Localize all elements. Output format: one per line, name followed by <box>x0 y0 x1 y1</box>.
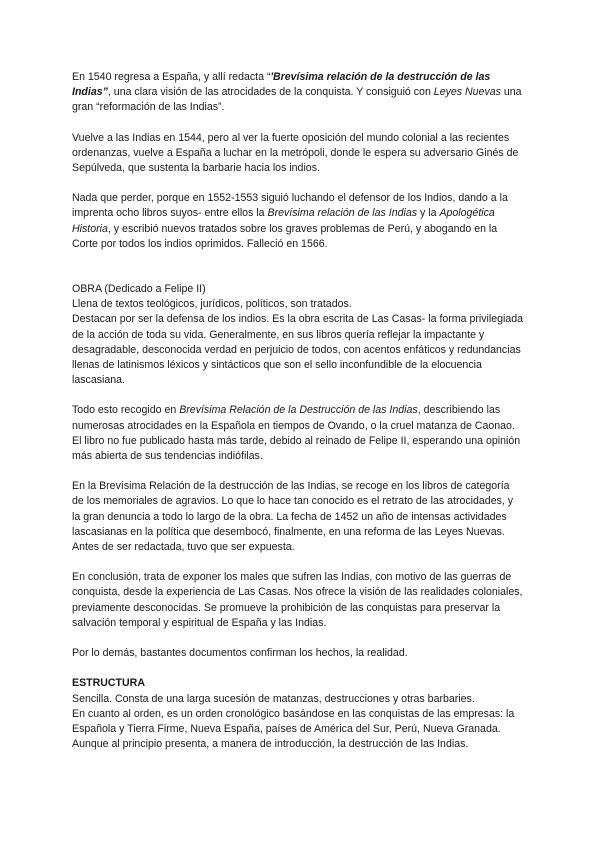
p3-text-e: , y escribió nuevos tratados sobre los graves problemas de Perú, y abogando en la Corte por todos los indios oprimidos. Falleció en 1566. <box>72 222 498 250</box>
p1-leyes-nuevas: Leyes Nuevas <box>433 86 501 99</box>
p5-title-brevisima: Brevísima Relación de la Destrucción de las Indias <box>179 404 418 417</box>
p1-text-e: una gran “reformación de las Indias”. <box>72 86 522 114</box>
paragraph-5 <box>72 403 524 433</box>
paragraph-6: En la Brevísima Relación de la destrucción de las Indias, se recoge en los libros de categoría de los memoriales de agravios. Lo que lo hace tan conocido es el retrato de las atrocidades, y la gran denuncia a todo lo largo de la obra. La fecha de 1452 un año de intensas actividades lascasianas en la política que desembocó, finalmente, en una reforma de las Leyes Nuevas. Antes de ser redactada, tuvo que ser expuesta. <box>72 480 514 554</box>
p1-title-emphasis: 'Brevísima relación de la destrucción de las Indias” <box>72 71 491 99</box>
p1-text-c: , una clara visión de las atrocidades de la conquista. Y consiguió con <box>107 86 434 99</box>
paragraph-5b: El libro no fue publicado hasta más tarde, debido al reinado de Felipe II, esperando una opinión más abierta de sus tendencias indiófilas. <box>72 434 521 463</box>
estructura-line-1: Sencilla. Consta de una larga sucesión de matanzas, destrucciones y otras barbaries. <box>72 692 475 705</box>
paragraph-3 <box>72 191 524 252</box>
p5-text-a: Todo esto recogido en <box>72 404 180 417</box>
document-page <box>72 70 524 752</box>
paragraph-8: Por lo demás, bastantes documentos confirman los hechos, la realidad. <box>72 647 408 660</box>
p3-text-c: y la <box>417 207 440 220</box>
p1-text-a: En 1540 regresa a España, y allí redacta “ <box>72 71 271 83</box>
estructura-line-3: Aunque al principio presenta, a manera de introducción, la destrucción de las Indias. <box>72 738 469 751</box>
obra-title: OBRA (Dedicado a Felipe II) <box>72 283 206 296</box>
p5-text-c: , describiendo las numerosas atrocidades en la Española en tiempos de Ovando, o la cruel matanza de Caonao. <box>72 404 515 432</box>
p3-title-apologetica: Apologética Historia <box>72 207 495 235</box>
obra-line-2: Llena de textos teológicos, jurídicos, políticos, son tratados. <box>72 298 352 311</box>
estructura-heading: ESTRUCTURA <box>72 677 145 690</box>
paragraph-7: En conclusión, trata de exponer los males que sufren las Indias, con motivo de las guerras de conquista, desde la experiencia de Las Casas. Nos ofrece la visión de las realidades coloniales, previamente desconocidas. Se promueve la prohibición de las conquistas para preservar la salvación temporal y espiritual de España y las Indias. <box>72 571 523 629</box>
p3-text-a: Nada que perder, porque en 1552-1553 siguió luchando el defensor de los Indios, dando a la imprenta ocho libros suyos- entre ellos la <box>72 192 508 220</box>
estructura-line-2: En cuanto al orden, es un orden cronológico basándose en las conquistas de las empresas: la Española y Tierra Firme, Nueva España, países de América del Sur, Perú, Nueva Granada. <box>72 707 515 735</box>
paragraph-2: Vuelve a las Indias en 1544, pero al ver la fuerte oposición del mundo colonial a las recientes ordenanzas, vuelve a España a luchar en la metrópoli, donde le espera su adversario Ginés de Sepúlveda, que sustenta la barbarie hacia los indios. <box>72 131 519 175</box>
p3-title-brevisima: Brevísima relación de las Indias <box>267 207 418 220</box>
obra-line-3: Destacan por ser la defensa de los indios. Es la obra escrita de Las Casas- la forma privilegiada de la acción de toda su vida. Generalmente, en sus libros quería reflejar la impactante y desagradable, desconocida verdad en perjuicio de todos, con acentos enfáticos y redundancias llenas de latinismos léxicos y sintácticos que son el sello inconfundible de la elocuencia lascasiana. <box>72 313 524 387</box>
paragraph-1 <box>72 70 524 116</box>
